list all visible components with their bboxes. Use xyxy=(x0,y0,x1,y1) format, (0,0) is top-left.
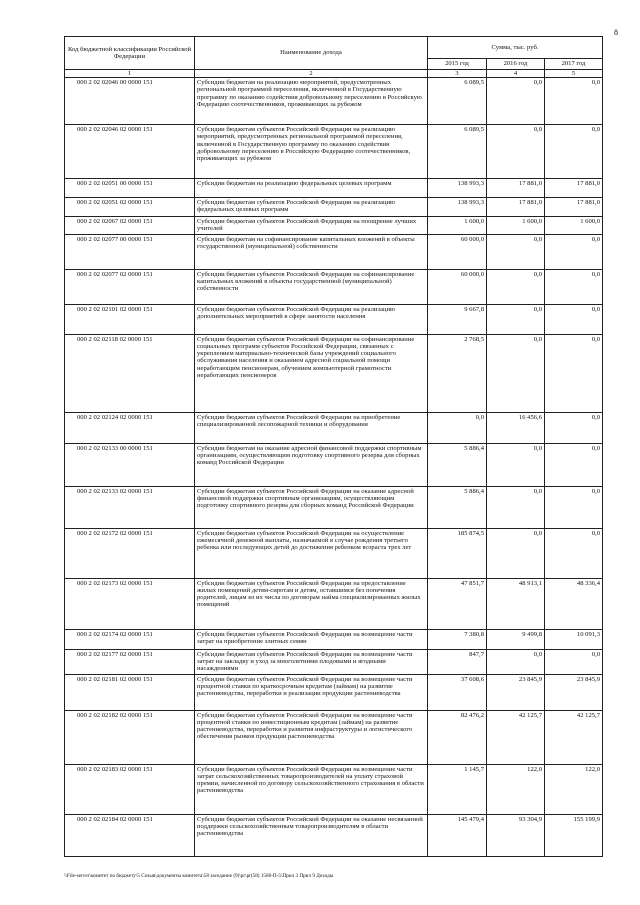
row-value-2015: 847,7 xyxy=(428,649,487,674)
row-value-2015: 82 476,2 xyxy=(428,710,487,764)
row-code: 000 2 02 02184 02 0000 151 xyxy=(65,814,195,856)
row-code: 000 2 02 02051 00 0000 151 xyxy=(65,179,195,198)
row-value-2017: 42 125,7 xyxy=(545,710,603,764)
row-code: 000 2 02 02177 02 0000 151 xyxy=(65,649,195,674)
row-name: Субсидии бюджетам на оказание адресной финансовой поддержки спортивным организациям, осуществляющим подготовку спортивного резерва для сборных команд Российской Федерации xyxy=(195,443,428,486)
table-row xyxy=(65,217,603,235)
row-value-2015: 0,0 xyxy=(428,412,487,443)
row-code: 000 2 02 02077 02 0000 151 xyxy=(65,269,195,304)
table-row xyxy=(65,486,603,528)
table-row xyxy=(65,198,603,217)
row-value-2017: 0,0 xyxy=(545,234,603,269)
row-value-2016: 1 600,0 xyxy=(487,217,545,235)
row-name: Субсидии бюджетам субъектов Российской Федерации на возмещение части затрат на приобретение элитных семян xyxy=(195,629,428,649)
row-value-2015: 9 667,8 xyxy=(428,304,487,334)
row-value-2016: 0,0 xyxy=(487,486,545,528)
table-row xyxy=(65,334,603,412)
header-year-2017: 2017 год xyxy=(545,59,603,70)
row-code: 000 2 02 02172 02 0000 151 xyxy=(65,528,195,578)
row-code: 000 2 02 02133 02 0000 151 xyxy=(65,486,195,528)
row-code: 000 2 02 02173 02 0000 151 xyxy=(65,578,195,629)
row-value-2016: 93 304,9 xyxy=(487,814,545,856)
row-name: Субсидии бюджетам субъектов Российской Федерации на реализацию мероприятий, предусмотренных региональной программой переселения, включенной в Государственную программу по оказанию содействия добровольному переселению в Российскую Федерацию соотечественников, проживающих за рубежом xyxy=(195,125,428,179)
row-value-2016: 0,0 xyxy=(487,125,545,179)
row-value-2016: 17 881,0 xyxy=(487,179,545,198)
row-value-2016: 122,0 xyxy=(487,764,545,814)
table-row xyxy=(65,78,603,125)
row-name: Субсидии бюджетам субъектов Российской Федерации на софинансирование социальных программ субъектов Российской Федерации, связанных с укреплением материально-технической базы учреждений социального обслуживания населения и оказанием адресной социальной помощи неработающим пенсионерам, обучением компьютерной грамотности неработающих пенсионеров xyxy=(195,334,428,412)
row-name: Субсидии бюджетам субъектов Российской Федерации на оказание адресной финансовой поддержки спортивным организациям, осуществляющим подготовку спортивного резерва для сборных команд Российской Федерации xyxy=(195,486,428,528)
table-row xyxy=(65,125,603,179)
row-value-2015: 60 000,0 xyxy=(428,234,487,269)
row-value-2017: 10 091,3 xyxy=(545,629,603,649)
file-path-footer: \\File-server\комитет по бюджету\5 Созыв\документы комитета\58 заседание (9)\pr\pr(58) 1580-П-5\Прил 3 Прил 9 Доходы xyxy=(64,873,334,879)
row-value-2016: 48 913,1 xyxy=(487,578,545,629)
row-value-2017: 0,0 xyxy=(545,528,603,578)
table-row xyxy=(65,179,603,198)
row-value-2015: 138 993,3 xyxy=(428,198,487,217)
index-cell: 2 xyxy=(195,70,428,78)
row-value-2015: 7 380,8 xyxy=(428,629,487,649)
row-value-2017: 17 881,0 xyxy=(545,198,603,217)
row-name: Субсидии бюджетам субъектов Российской Федерации на реализацию дополнительных мероприятий в сфере занятости населения xyxy=(195,304,428,334)
row-value-2015: 1 600,0 xyxy=(428,217,487,235)
row-value-2017: 0,0 xyxy=(545,412,603,443)
row-code: 000 2 02 02183 02 0000 151 xyxy=(65,764,195,814)
row-name: Субсидии бюджетам субъектов Российской Федерации на возмещение части процентной ставки по краткосрочным кредитам (займам) на развитие растениеводства, переработки и реализации продукции растениеводства xyxy=(195,674,428,710)
table-row xyxy=(65,443,603,486)
row-name: Субсидии бюджетам субъектов Российской Федерации на софинансирование капитальных вложений в объекты государственной (муниципальной) собственности xyxy=(195,269,428,304)
row-code: 000 2 02 02118 02 0000 151 xyxy=(65,334,195,412)
row-value-2016: 42 125,7 xyxy=(487,710,545,764)
row-value-2016: 0,0 xyxy=(487,234,545,269)
row-code: 000 2 02 02067 02 0000 151 xyxy=(65,217,195,235)
table-row xyxy=(65,649,603,674)
index-cell: 3 xyxy=(428,70,487,78)
row-value-2017: 0,0 xyxy=(545,304,603,334)
row-value-2017: 1 600,0 xyxy=(545,217,603,235)
row-value-2015: 37 608,6 xyxy=(428,674,487,710)
header-code: Код бюджетной классификации Российской Федерации xyxy=(65,37,195,70)
row-value-2015: 2 768,5 xyxy=(428,334,487,412)
table-row xyxy=(65,710,603,764)
row-value-2016: 23 845,9 xyxy=(487,674,545,710)
row-name: Субсидии бюджетам субъектов Российской Федерации на оказание несвязанной поддержки сельскохозяйственным товаропроизводителям в области растениеводства xyxy=(195,814,428,856)
row-value-2015: 1 145,7 xyxy=(428,764,487,814)
row-value-2015: 6 089,5 xyxy=(428,78,487,125)
row-value-2017: 0,0 xyxy=(545,649,603,674)
row-value-2016: 0,0 xyxy=(487,528,545,578)
header-sum: Сумма, тыс. руб. xyxy=(428,37,603,59)
row-code: 000 2 02 02101 02 0000 151 xyxy=(65,304,195,334)
row-value-2017: 0,0 xyxy=(545,125,603,179)
index-cell: 4 xyxy=(487,70,545,78)
row-code: 000 2 02 02046 00 0000 151 xyxy=(65,78,195,125)
row-code: 000 2 02 02051 02 0000 151 xyxy=(65,198,195,217)
row-value-2016: 0,0 xyxy=(487,304,545,334)
table-row xyxy=(65,814,603,856)
row-name: Субсидии бюджетам субъектов Российской Федерации на осуществление ежемесячной денежной выплаты, назначаемой в случае рождения третьего ребенка или последующих детей до достижения ребенком возраста трех лет xyxy=(195,528,428,578)
header-name: Наименование дохода xyxy=(195,37,428,70)
row-value-2016: 0,0 xyxy=(487,443,545,486)
row-name: Субсидии бюджетам на софинансирование капитальных вложений в объекты государственной (муниципальной) собственности xyxy=(195,234,428,269)
table-row xyxy=(65,234,603,269)
row-value-2017: 0,0 xyxy=(545,486,603,528)
row-value-2017: 0,0 xyxy=(545,443,603,486)
row-value-2017: 17 881,0 xyxy=(545,179,603,198)
row-code: 000 2 02 02174 02 0000 151 xyxy=(65,629,195,649)
table-row xyxy=(65,304,603,334)
row-name: Субсидии бюджетам на реализацию федеральных целевых программ xyxy=(195,179,428,198)
revenue-table xyxy=(64,36,603,857)
row-code: 000 2 02 02133 00 0000 151 xyxy=(65,443,195,486)
row-value-2016: 16 456,6 xyxy=(487,412,545,443)
row-value-2017: 48 336,4 xyxy=(545,578,603,629)
row-value-2016: 9 499,8 xyxy=(487,629,545,649)
table-row xyxy=(65,269,603,304)
header-year-2015: 2015 год xyxy=(428,59,487,70)
row-name: Субсидии бюджетам субъектов Российской Федерации на предоставление жилых помещений детям-сиротам и детям, оставшимся без попечения родителей, лицам из их числа по договорам найма специализированных жилых помещений xyxy=(195,578,428,629)
table-row xyxy=(65,578,603,629)
row-code: 000 2 02 02182 02 0000 151 xyxy=(65,710,195,764)
row-name: Субсидии бюджетам субъектов Российской Федерации на приобретение специализированной лесопожарной техники и оборудования xyxy=(195,412,428,443)
index-cell: 1 xyxy=(65,70,195,78)
row-value-2015: 185 874,5 xyxy=(428,528,487,578)
index-cell: 5 xyxy=(545,70,603,78)
row-value-2016: 0,0 xyxy=(487,334,545,412)
header-year-2016: 2016 год xyxy=(487,59,545,70)
row-value-2015: 6 089,5 xyxy=(428,125,487,179)
row-value-2017: 155 199,9 xyxy=(545,814,603,856)
row-name: Субсидии бюджетам на реализацию мероприятий, предусмотренных региональной программой переселения, включенной в Государственную программу по оказанию содействия добровольному переселению в Российскую Федерацию соотечественников, проживающих за рубежом xyxy=(195,78,428,125)
row-value-2015: 47 851,7 xyxy=(428,578,487,629)
row-value-2017: 23 845,9 xyxy=(545,674,603,710)
row-value-2016: 0,0 xyxy=(487,78,545,125)
row-value-2015: 138 993,3 xyxy=(428,179,487,198)
table-row xyxy=(65,674,603,710)
row-value-2017: 0,0 xyxy=(545,78,603,125)
table-row xyxy=(65,629,603,649)
row-value-2016: 17 881,0 xyxy=(487,198,545,217)
row-value-2015: 5 886,4 xyxy=(428,443,487,486)
row-value-2016: 0,0 xyxy=(487,269,545,304)
row-name: Субсидии бюджетам субъектов Российской Федерации на поощрение лучших учителей xyxy=(195,217,428,235)
table-row xyxy=(65,764,603,814)
row-value-2017: 0,0 xyxy=(545,334,603,412)
row-code: 000 2 02 02077 00 0000 151 xyxy=(65,234,195,269)
row-value-2017: 0,0 xyxy=(545,269,603,304)
row-name: Субсидии бюджетам субъектов Российской Федерации на возмещение части затрат на закладку и уход за многолетними плодовыми и ягодными насаждениями xyxy=(195,649,428,674)
row-value-2017: 122,0 xyxy=(545,764,603,814)
row-code: 000 2 02 02181 02 0000 151 xyxy=(65,674,195,710)
row-value-2015: 145 479,4 xyxy=(428,814,487,856)
row-code: 000 2 02 02124 02 0000 151 xyxy=(65,412,195,443)
row-value-2015: 60 000,0 xyxy=(428,269,487,304)
row-name: Субсидии бюджетам субъектов Российской Федерации на возмещение части затрат сельскохозяйственных товаропроизводителей на уплату страховой премии, начисленной по договору сельскохозяйственного страхования в области растениеводства xyxy=(195,764,428,814)
table-row xyxy=(65,412,603,443)
row-code: 000 2 02 02046 02 0000 151 xyxy=(65,125,195,179)
row-value-2015: 5 886,4 xyxy=(428,486,487,528)
row-name: Субсидии бюджетам субъектов Российской Федерации на возмещение части процентной ставки по инвестиционным кредитам (займам) на развитие растениеводства, переработки и развития инфраструктуры и логистического обеспечения рынков продукции растениеводства xyxy=(195,710,428,764)
row-value-2016: 0,0 xyxy=(487,649,545,674)
table-row xyxy=(65,528,603,578)
row-name: Субсидии бюджетам субъектов Российской Федерации на реализацию федеральных целевых программ xyxy=(195,198,428,217)
page-number: 8 xyxy=(614,28,618,37)
